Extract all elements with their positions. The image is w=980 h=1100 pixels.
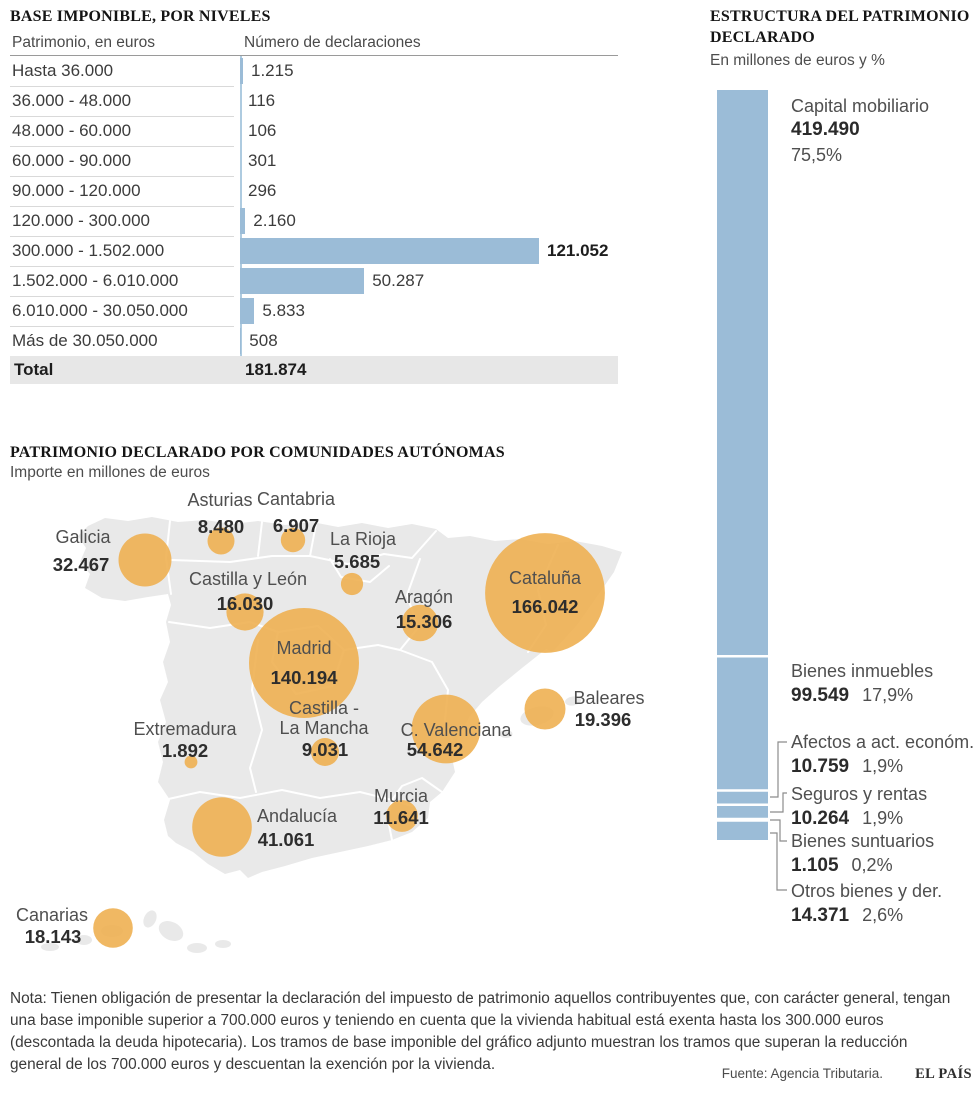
segment-separator [717,819,768,822]
segment-value: 1.105 [791,855,839,876]
patrimonio-range-cell [10,296,234,327]
publisher-logo: EL PAÍS [915,1066,972,1082]
region-bubble-cataluna [485,533,605,653]
segment-pct: 2,6% [862,905,904,925]
segment-value: 14.371 [791,905,850,926]
map-section-subtitle: Importe en millones de euros [10,464,210,481]
region-name-cataluna: Cataluña [508,568,582,588]
structure-item [791,659,933,709]
declarations-bar [240,238,539,264]
segment-pct: 0,2% [851,855,893,875]
declarations-bar [240,298,254,324]
label-connector [770,820,787,841]
table-row [10,146,618,176]
region-bubble-castilla_mancha [311,738,339,766]
source-label: Fuente: Agencia Tributaria. [721,1066,884,1081]
segment-separator [717,655,768,658]
region-bubble-murcia [386,800,418,832]
region-value-extremadura: 1.892 [161,740,209,761]
region-name-la_rioja: La Rioja [329,529,397,549]
total-value: 181.874 [245,360,307,379]
structure-item [791,94,929,167]
segment-name: Capital mobiliario [791,96,930,116]
base-table-header [10,33,618,56]
declarations-bar [240,328,241,354]
table-row [10,176,618,206]
segment-value: 10.264 [791,808,850,829]
region-value-baleares: 19.396 [574,709,632,730]
table-row [10,86,618,116]
declarations-bar [240,268,364,294]
segment-pct: 1,9% [862,756,904,776]
label-connector [770,742,787,797]
region-name-asturias: Asturias [187,490,253,510]
spain-map [0,480,680,990]
patrimonio-range-label: 6.010.000 - 30.050.000 [12,301,188,320]
segment-value: 10.759 [791,756,850,777]
segment-name: Seguros y rentas [791,784,928,804]
patrimonio-range-cell [10,86,234,117]
structure-item [791,829,934,879]
region-value-cataluna: 166.042 [511,596,579,617]
structure-item [791,782,927,832]
region-bubble-andalucia [192,797,252,857]
structure-item [791,730,974,780]
region-bubble-castilla_leon [226,593,263,630]
region-value-la_rioja: 5.685 [333,551,381,572]
structure-section-title: ESTRUCTURA DEL PATRIMONIO DECLARADO [710,8,970,46]
segment-pct: 1,9% [862,808,904,828]
patrimonio-range-cell [10,206,234,237]
table-row [10,296,618,326]
base-table-total-row [10,356,618,384]
region-bubble-baleares [525,689,566,730]
patrimonio-range-cell [10,266,234,297]
declarations-bar [240,208,245,234]
patrimonio-range-cell [10,116,234,147]
patrimonio-range-label: 1.502.000 - 6.010.000 [12,271,179,290]
region-value-asturias: 8.480 [197,516,245,537]
table-row [10,206,618,236]
table-row [10,326,618,356]
region-bubble-galicia [119,534,172,587]
declarations-value: 116 [248,91,276,110]
table-row [10,266,618,296]
segment-value: 99.549 [791,685,850,706]
column-patrimonio-label: Patrimonio, en euros [12,34,156,51]
total-label: Total [14,360,54,379]
declarations-value: 50.287 [372,271,425,290]
region-bubble-cantabria [281,528,305,552]
table-row [10,236,618,266]
declarations-value: 5.833 [262,301,305,320]
region-bubble-aragon [402,605,438,641]
stacked-bar [717,90,768,840]
region-value-madrid: 140.194 [270,667,338,688]
table-row [10,56,618,86]
structure-section-subtitle: En millones de euros y % [710,52,885,69]
segment-value: 419.490 [791,119,860,140]
footnote: Nota: Tienen obligación de presentar la declaración del impuesto de patrimonio aquellos contribuyentes que, con carácter general, tengan una base imponible superior a 700.000 euros y teniendo en cuenta que la vivienda habitual está exenta hasta los 300.000 euros (descontada la deuda hipotecaria). Los tramos de base imponible del gráfico adjunto muestran los tramos que superan la reducción general de los 700.000 euros y descuentan la exención por la vivienda. [10,990,951,1073]
declarations-value: 296 [248,181,277,200]
region-value-aragon: 15.306 [395,611,453,632]
patrimonio-range-label: 48.000 - 60.000 [12,121,132,140]
patrimonio-range-label: 36.000 - 48.000 [12,91,132,110]
patrimonio-range-label: 60.000 - 90.000 [12,151,132,170]
region-name-c_valenciana: C. Valenciana [400,720,512,740]
patrimonio-range-cell [10,56,234,87]
patrimonio-range-label: Más de 30.050.000 [12,331,158,350]
region-value-castilla_leon: 16.030 [216,593,274,614]
patrimonio-range-cell [10,236,234,267]
region-bubble-c_valenciana [412,695,481,764]
segment-pct: 17,9% [862,685,914,705]
declarations-value: 106 [248,121,277,140]
region-name-andalucia: Andalucía [256,806,338,826]
segment-separator [717,804,768,807]
region-value-c_valenciana: 54.642 [406,739,464,760]
canary-islands [41,908,231,953]
region-name-madrid: Madrid [276,638,332,658]
region-name-murcia: Murcia [373,786,429,806]
map-section-title: PATRIMONIO DECLARADO POR COMUNIDADES AUTÓNOMAS [10,444,505,461]
patrimonio-range-label: 300.000 - 1.502.000 [12,241,165,260]
table-row [10,116,618,146]
region-bubble-la_rioja [341,573,363,595]
segment-separator [717,789,768,792]
region-value-cantabria: 6.907 [272,515,320,536]
patrimonio-range-label: Hasta 36.000 [12,61,114,80]
region-bubble-extremadura [185,756,198,769]
column-declaraciones-label: Número de declaraciones [244,34,421,51]
region-value-castilla_mancha: 9.031 [301,739,349,760]
region-name-galicia: Galicia [55,527,111,547]
patrimonio-range-label: 120.000 - 300.000 [12,211,151,230]
patrimonio-range-cell [10,326,234,357]
declarations-value: 121.052 [547,241,609,260]
region-value-galicia: 32.467 [52,554,110,575]
declarations-value: 508 [249,331,278,350]
declarations-value: 1.215 [251,61,294,80]
segment-name: Bienes inmuebles [791,661,934,681]
base-table-title: BASE IMPONIBLE, POR NIVELES [10,8,271,25]
region-name-canarias: Canarias [15,905,89,925]
region-value-murcia: 11.641 [373,807,429,828]
region-value-canarias: 18.143 [24,926,82,947]
segment-name: Otros bienes y der. [791,881,943,901]
region-value-andalucia: 41.061 [257,829,315,850]
declarations-value: 2.160 [253,211,296,230]
region-name-aragon: Aragón [394,587,454,607]
segment-name: Bienes suntuarios [791,831,935,851]
structure-item [791,879,942,929]
region-bubble-madrid [249,608,359,718]
patrimonio-range-cell [10,176,234,207]
region-name-castilla_mancha: Castilla - La Mancha [279,698,369,738]
patrimonio-range-label: 90.000 - 120.000 [12,181,141,200]
base-table-body [10,56,618,356]
declarations-bar [240,58,243,84]
credits [722,1066,972,1083]
region-name-baleares: Baleares [573,688,645,708]
region-name-cantabria: Cantabria [256,489,336,509]
segment-pct: 75,5% [791,145,843,165]
region-name-castilla_leon: Castilla y León [188,569,308,589]
declarations-value: 301 [248,151,277,170]
region-bubble-asturias [208,528,235,555]
segment-name: Afectos a act. económ. [791,732,975,752]
patrimonio-range-cell [10,146,234,177]
region-bubble-canarias [93,908,133,948]
region-name-extremadura: Extremadura [133,719,237,739]
